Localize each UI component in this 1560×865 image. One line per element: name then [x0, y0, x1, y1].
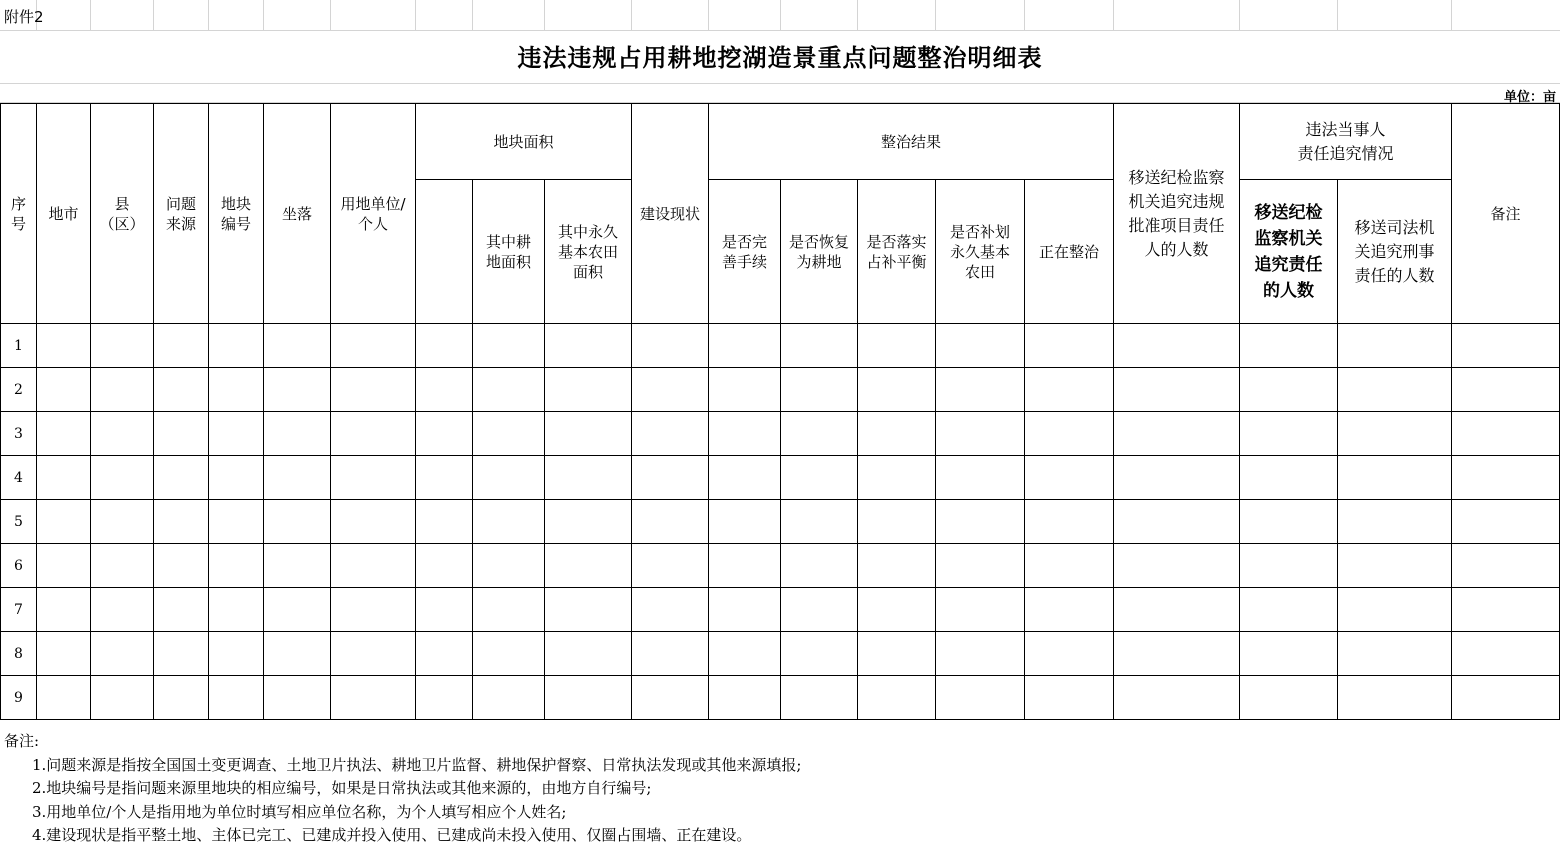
table-cell[interactable]: [91, 324, 154, 368]
header-procedures[interactable]: 是否完 善手续: [709, 180, 781, 324]
table-cell[interactable]: [331, 324, 416, 368]
grid-col-line: [708, 0, 709, 30]
header-land-user[interactable]: 用地单位/ 个人: [331, 104, 416, 324]
note-item: 4.建设现状是指平整土地、主体已完工、已建成并投入使用、已建成尚未投入使用、仅圈占围墙、正在建设。: [32, 826, 752, 844]
notes-section: [4, 730, 801, 848]
header-judicial-referral[interactable]: 移送司法机 关追究刑事 责任的人数: [1338, 180, 1452, 324]
table-cell[interactable]: [858, 412, 936, 456]
table-cell[interactable]: [416, 676, 473, 720]
table-cell[interactable]: [858, 368, 936, 412]
table-cell[interactable]: [1114, 632, 1240, 676]
table-cell[interactable]: [545, 676, 632, 720]
page-title[interactable]: 违法违规占用耕地挖湖造景重点问题整治明细表: [517, 43, 1043, 72]
table-cell[interactable]: [1114, 412, 1240, 456]
table-cell[interactable]: [781, 588, 858, 632]
table-cell[interactable]: [91, 500, 154, 544]
header-source[interactable]: 问题 来源: [154, 104, 209, 324]
table-cell[interactable]: [781, 632, 858, 676]
grid-col-line: [330, 0, 331, 30]
table-cell[interactable]: [858, 588, 936, 632]
table-cell[interactable]: [1025, 456, 1114, 500]
table-cell[interactable]: [1240, 588, 1338, 632]
table-cell[interactable]: [709, 544, 781, 588]
table-cell[interactable]: [416, 588, 473, 632]
table-row: [1, 500, 1560, 544]
table-cell[interactable]: [331, 456, 416, 500]
grid-col-line: [857, 0, 858, 30]
table-cell[interactable]: [331, 588, 416, 632]
table-cell[interactable]: [936, 544, 1025, 588]
table-cell[interactable]: [1240, 500, 1338, 544]
table-cell[interactable]: [473, 368, 545, 412]
table-cell[interactable]: [709, 368, 781, 412]
table-row: [1, 324, 1560, 368]
table-cell[interactable]: [264, 368, 331, 412]
table-cell[interactable]: [858, 544, 936, 588]
table-cell[interactable]: [473, 412, 545, 456]
table-cell[interactable]: [264, 676, 331, 720]
header-county[interactable]: 县 （区）: [91, 104, 154, 324]
table-cell[interactable]: [1338, 500, 1452, 544]
table-cell[interactable]: [37, 500, 91, 544]
table-cell[interactable]: [545, 588, 632, 632]
table-cell[interactable]: [154, 368, 209, 412]
table-cell[interactable]: [91, 632, 154, 676]
header-balance[interactable]: 是否落实 占补平衡: [858, 180, 936, 324]
table-cell[interactable]: [632, 588, 709, 632]
table-cell[interactable]: [936, 456, 1025, 500]
header-supplement[interactable]: 是否补划 永久基本 农田: [936, 180, 1025, 324]
table-cell[interactable]: [37, 632, 91, 676]
table-row: [1, 456, 1560, 500]
grid-col-line: [1239, 0, 1240, 30]
table-cell[interactable]: [1114, 368, 1240, 412]
table-cell[interactable]: [781, 500, 858, 544]
table-cell[interactable]: [1338, 544, 1452, 588]
table-cell[interactable]: [781, 368, 858, 412]
table-cell[interactable]: [1025, 588, 1114, 632]
grid-col-line: [1337, 0, 1338, 30]
table-cell[interactable]: [1338, 412, 1452, 456]
table-cell[interactable]: [1025, 544, 1114, 588]
table-cell[interactable]: [1114, 324, 1240, 368]
table-cell[interactable]: [1452, 632, 1560, 676]
table-cell[interactable]: [1452, 500, 1560, 544]
table-row: [1, 588, 1560, 632]
table-cell[interactable]: [545, 368, 632, 412]
table-cell[interactable]: [709, 456, 781, 500]
attachment-label[interactable]: 附件2: [4, 8, 44, 26]
table-cell[interactable]: [709, 588, 781, 632]
header-plot-area[interactable]: 地块面积: [416, 104, 632, 180]
table-cell[interactable]: [858, 632, 936, 676]
table-cell[interactable]: [91, 588, 154, 632]
table-cell[interactable]: [1338, 368, 1452, 412]
table-cell[interactable]: [37, 544, 91, 588]
grid-col-line: [935, 0, 936, 30]
grid-col-line: [544, 0, 545, 30]
table-cell[interactable]: [37, 676, 91, 720]
table-cell[interactable]: [545, 500, 632, 544]
table-cell[interactable]: [1452, 324, 1560, 368]
table-row: [1, 368, 1560, 412]
header-discipline-referral[interactable]: 移送纪检 监察机关 追究责任 的人数: [1240, 180, 1338, 324]
table-cell[interactable]: [209, 632, 264, 676]
header-plot-no[interactable]: 地块 编号: [209, 104, 264, 324]
header-city[interactable]: 地市: [37, 104, 91, 324]
table-cell[interactable]: [416, 412, 473, 456]
table-cell[interactable]: [936, 412, 1025, 456]
grid-col-line: [1024, 0, 1025, 30]
table-cell[interactable]: [1025, 412, 1114, 456]
grid-row-line: [0, 83, 1560, 103]
table-cell[interactable]: [781, 544, 858, 588]
table-cell[interactable]: [154, 412, 209, 456]
row-seq-cell[interactable]: 2: [1, 368, 37, 412]
table-cell[interactable]: [1025, 500, 1114, 544]
table-cell[interactable]: [473, 324, 545, 368]
table-cell[interactable]: [632, 324, 709, 368]
table-cell[interactable]: [154, 500, 209, 544]
table-cell[interactable]: [545, 632, 632, 676]
table-cell[interactable]: [1452, 676, 1560, 720]
header-cultivated-area[interactable]: 其中耕 地面积: [473, 180, 545, 324]
table-cell[interactable]: [858, 456, 936, 500]
table-cell[interactable]: [1025, 324, 1114, 368]
table-cell[interactable]: [1452, 588, 1560, 632]
table-cell[interactable]: [1114, 500, 1240, 544]
table-cell[interactable]: [781, 324, 858, 368]
note-item: 2.地块编号是指问题来源里地块的相应编号，如果是日常执法或其他来源的，由地方自行编号;: [32, 779, 652, 797]
table-cell[interactable]: [154, 544, 209, 588]
table-cell[interactable]: [209, 544, 264, 588]
table-cell[interactable]: [1240, 368, 1338, 412]
table-cell[interactable]: [1114, 456, 1240, 500]
table-cell[interactable]: [1452, 412, 1560, 456]
table-cell[interactable]: [264, 588, 331, 632]
header-party-accountability[interactable]: 违法当事人 责任追究情况: [1240, 104, 1452, 180]
table-cell[interactable]: [632, 412, 709, 456]
row-seq-cell[interactable]: 3: [1, 412, 37, 456]
row-seq-cell[interactable]: 9: [1, 676, 37, 720]
table-cell[interactable]: [709, 412, 781, 456]
table-cell[interactable]: [545, 544, 632, 588]
grid-col-line: [263, 0, 264, 30]
table-cell[interactable]: [632, 632, 709, 676]
table-cell[interactable]: [936, 368, 1025, 412]
row-seq-cell[interactable]: 4: [1, 456, 37, 500]
table-cell[interactable]: [545, 456, 632, 500]
table-cell[interactable]: [264, 632, 331, 676]
table-cell[interactable]: [91, 456, 154, 500]
table-cell[interactable]: [331, 368, 416, 412]
table-cell[interactable]: [936, 632, 1025, 676]
table-cell[interactable]: [209, 500, 264, 544]
table-cell[interactable]: [209, 456, 264, 500]
table-cell[interactable]: [331, 676, 416, 720]
header-remarks[interactable]: 备注: [1452, 104, 1560, 324]
table-cell[interactable]: [473, 588, 545, 632]
note-item: 3.用地单位/个人是指用地为单位时填写相应单位名称，为个人填写相应个人姓名;: [32, 802, 567, 821]
table-cell[interactable]: [858, 324, 936, 368]
table-row: [1, 412, 1560, 456]
table-cell[interactable]: [1338, 632, 1452, 676]
table-cell[interactable]: [781, 412, 858, 456]
table-cell[interactable]: [632, 500, 709, 544]
table-cell[interactable]: [545, 324, 632, 368]
table-cell[interactable]: [331, 544, 416, 588]
table-cell[interactable]: [264, 412, 331, 456]
table-cell[interactable]: [1452, 368, 1560, 412]
table-cell[interactable]: [1114, 588, 1240, 632]
table-cell[interactable]: [209, 676, 264, 720]
rectification-table: [0, 103, 1560, 720]
table-cell[interactable]: [781, 456, 858, 500]
note-item: 1.问题来源是指按全国国土变更调查、土地卫片执法、耕地卫片监督、耕地保护督察、日常执法发现或其他来源填报;: [32, 755, 802, 774]
table-cell[interactable]: [1025, 676, 1114, 720]
table-cell[interactable]: [37, 588, 91, 632]
table-cell[interactable]: [416, 456, 473, 500]
table-cell[interactable]: [1452, 456, 1560, 500]
header-plot-area-total[interactable]: [416, 180, 473, 324]
grid-col-line: [153, 0, 154, 30]
table-body: [1, 324, 1560, 720]
grid-col-line: [1113, 0, 1114, 30]
table-cell[interactable]: [91, 412, 154, 456]
row-seq-cell[interactable]: 1: [1, 324, 37, 368]
table-cell[interactable]: [37, 456, 91, 500]
table-row: [1, 544, 1560, 588]
table-cell[interactable]: [331, 412, 416, 456]
grid-col-line: [415, 0, 416, 30]
table-cell[interactable]: [632, 676, 709, 720]
table-cell[interactable]: [632, 544, 709, 588]
header-restored[interactable]: 是否恢复 为耕地: [781, 180, 858, 324]
table-cell[interactable]: [91, 368, 154, 412]
table-cell[interactable]: [545, 412, 632, 456]
grid-col-line: [472, 0, 473, 30]
table-cell[interactable]: [37, 324, 91, 368]
table-cell[interactable]: [473, 632, 545, 676]
notes-label: 备注:: [4, 732, 40, 750]
table-cell[interactable]: [91, 544, 154, 588]
header-seq[interactable]: 序 号: [1, 104, 37, 324]
header-construction-status[interactable]: 建设现状: [632, 104, 709, 324]
table-cell[interactable]: [209, 588, 264, 632]
table-cell[interactable]: [473, 676, 545, 720]
row-seq-cell[interactable]: 7: [1, 588, 37, 632]
table-cell[interactable]: [473, 544, 545, 588]
grid-col-line: [1451, 0, 1452, 30]
unit-label[interactable]: 单位：亩: [1503, 90, 1556, 105]
table-cell[interactable]: [936, 588, 1025, 632]
table-cell[interactable]: [709, 676, 781, 720]
table-cell[interactable]: [1025, 368, 1114, 412]
table-cell[interactable]: [154, 676, 209, 720]
table-row: [1, 632, 1560, 676]
table-cell[interactable]: [1338, 588, 1452, 632]
table-cell[interactable]: [1240, 676, 1338, 720]
table-cell[interactable]: [709, 324, 781, 368]
table-cell[interactable]: [264, 324, 331, 368]
table-cell[interactable]: [1338, 676, 1452, 720]
table-cell[interactable]: [936, 324, 1025, 368]
table-cell[interactable]: [416, 632, 473, 676]
table-cell[interactable]: [1338, 324, 1452, 368]
table-cell[interactable]: [1240, 412, 1338, 456]
header-basic-farmland-area[interactable]: 其中永久 基本农田 面积: [545, 180, 632, 324]
row-seq-cell[interactable]: 5: [1, 500, 37, 544]
table-cell[interactable]: [416, 500, 473, 544]
header-in-progress[interactable]: 正在整治: [1025, 180, 1114, 324]
grid-col-line: [208, 0, 209, 30]
header-approval-accountability[interactable]: 移送纪检监察 机关追究违规 批准项目责任 人的人数: [1114, 104, 1240, 324]
table-cell[interactable]: [264, 456, 331, 500]
table-cell[interactable]: [1338, 456, 1452, 500]
table-cell[interactable]: [154, 588, 209, 632]
table-cell[interactable]: [416, 544, 473, 588]
table-cell[interactable]: [416, 324, 473, 368]
table-cell[interactable]: [709, 632, 781, 676]
table-cell[interactable]: [1452, 544, 1560, 588]
table-cell[interactable]: [1240, 324, 1338, 368]
table-cell[interactable]: [709, 500, 781, 544]
row-seq-cell[interactable]: 8: [1, 632, 37, 676]
table-cell[interactable]: [1114, 676, 1240, 720]
table-cell[interactable]: [37, 368, 91, 412]
table-cell[interactable]: [331, 632, 416, 676]
table-cell[interactable]: [473, 456, 545, 500]
table-cell[interactable]: [1114, 544, 1240, 588]
table-cell[interactable]: [209, 324, 264, 368]
table-cell[interactable]: [416, 368, 473, 412]
table-cell[interactable]: [154, 456, 209, 500]
table-cell[interactable]: [264, 500, 331, 544]
table-cell[interactable]: [91, 676, 154, 720]
table-cell[interactable]: [37, 412, 91, 456]
grid-col-line: [631, 0, 632, 30]
table-cell[interactable]: [936, 500, 1025, 544]
table-cell[interactable]: [781, 676, 858, 720]
table-row: [1, 676, 1560, 720]
grid-col-line: [780, 0, 781, 30]
table-cell[interactable]: [473, 500, 545, 544]
table-cell[interactable]: [632, 368, 709, 412]
table-cell[interactable]: [331, 500, 416, 544]
table-cell[interactable]: [1025, 632, 1114, 676]
table-cell[interactable]: [936, 676, 1025, 720]
table-cell[interactable]: [154, 632, 209, 676]
row-seq-cell[interactable]: 6: [1, 544, 37, 588]
header-location[interactable]: 坐落: [264, 104, 331, 324]
table-cell[interactable]: [209, 368, 264, 412]
table-cell[interactable]: [209, 412, 264, 456]
table-cell[interactable]: [264, 544, 331, 588]
table-cell[interactable]: [1240, 456, 1338, 500]
table-cell[interactable]: [1240, 544, 1338, 588]
table-cell[interactable]: [1240, 632, 1338, 676]
table-cell[interactable]: [154, 324, 209, 368]
grid-col-line: [90, 0, 91, 30]
table-cell[interactable]: [632, 456, 709, 500]
table-cell[interactable]: [858, 500, 936, 544]
header-rectification[interactable]: 整治结果: [709, 104, 1114, 180]
table-cell[interactable]: [858, 676, 936, 720]
